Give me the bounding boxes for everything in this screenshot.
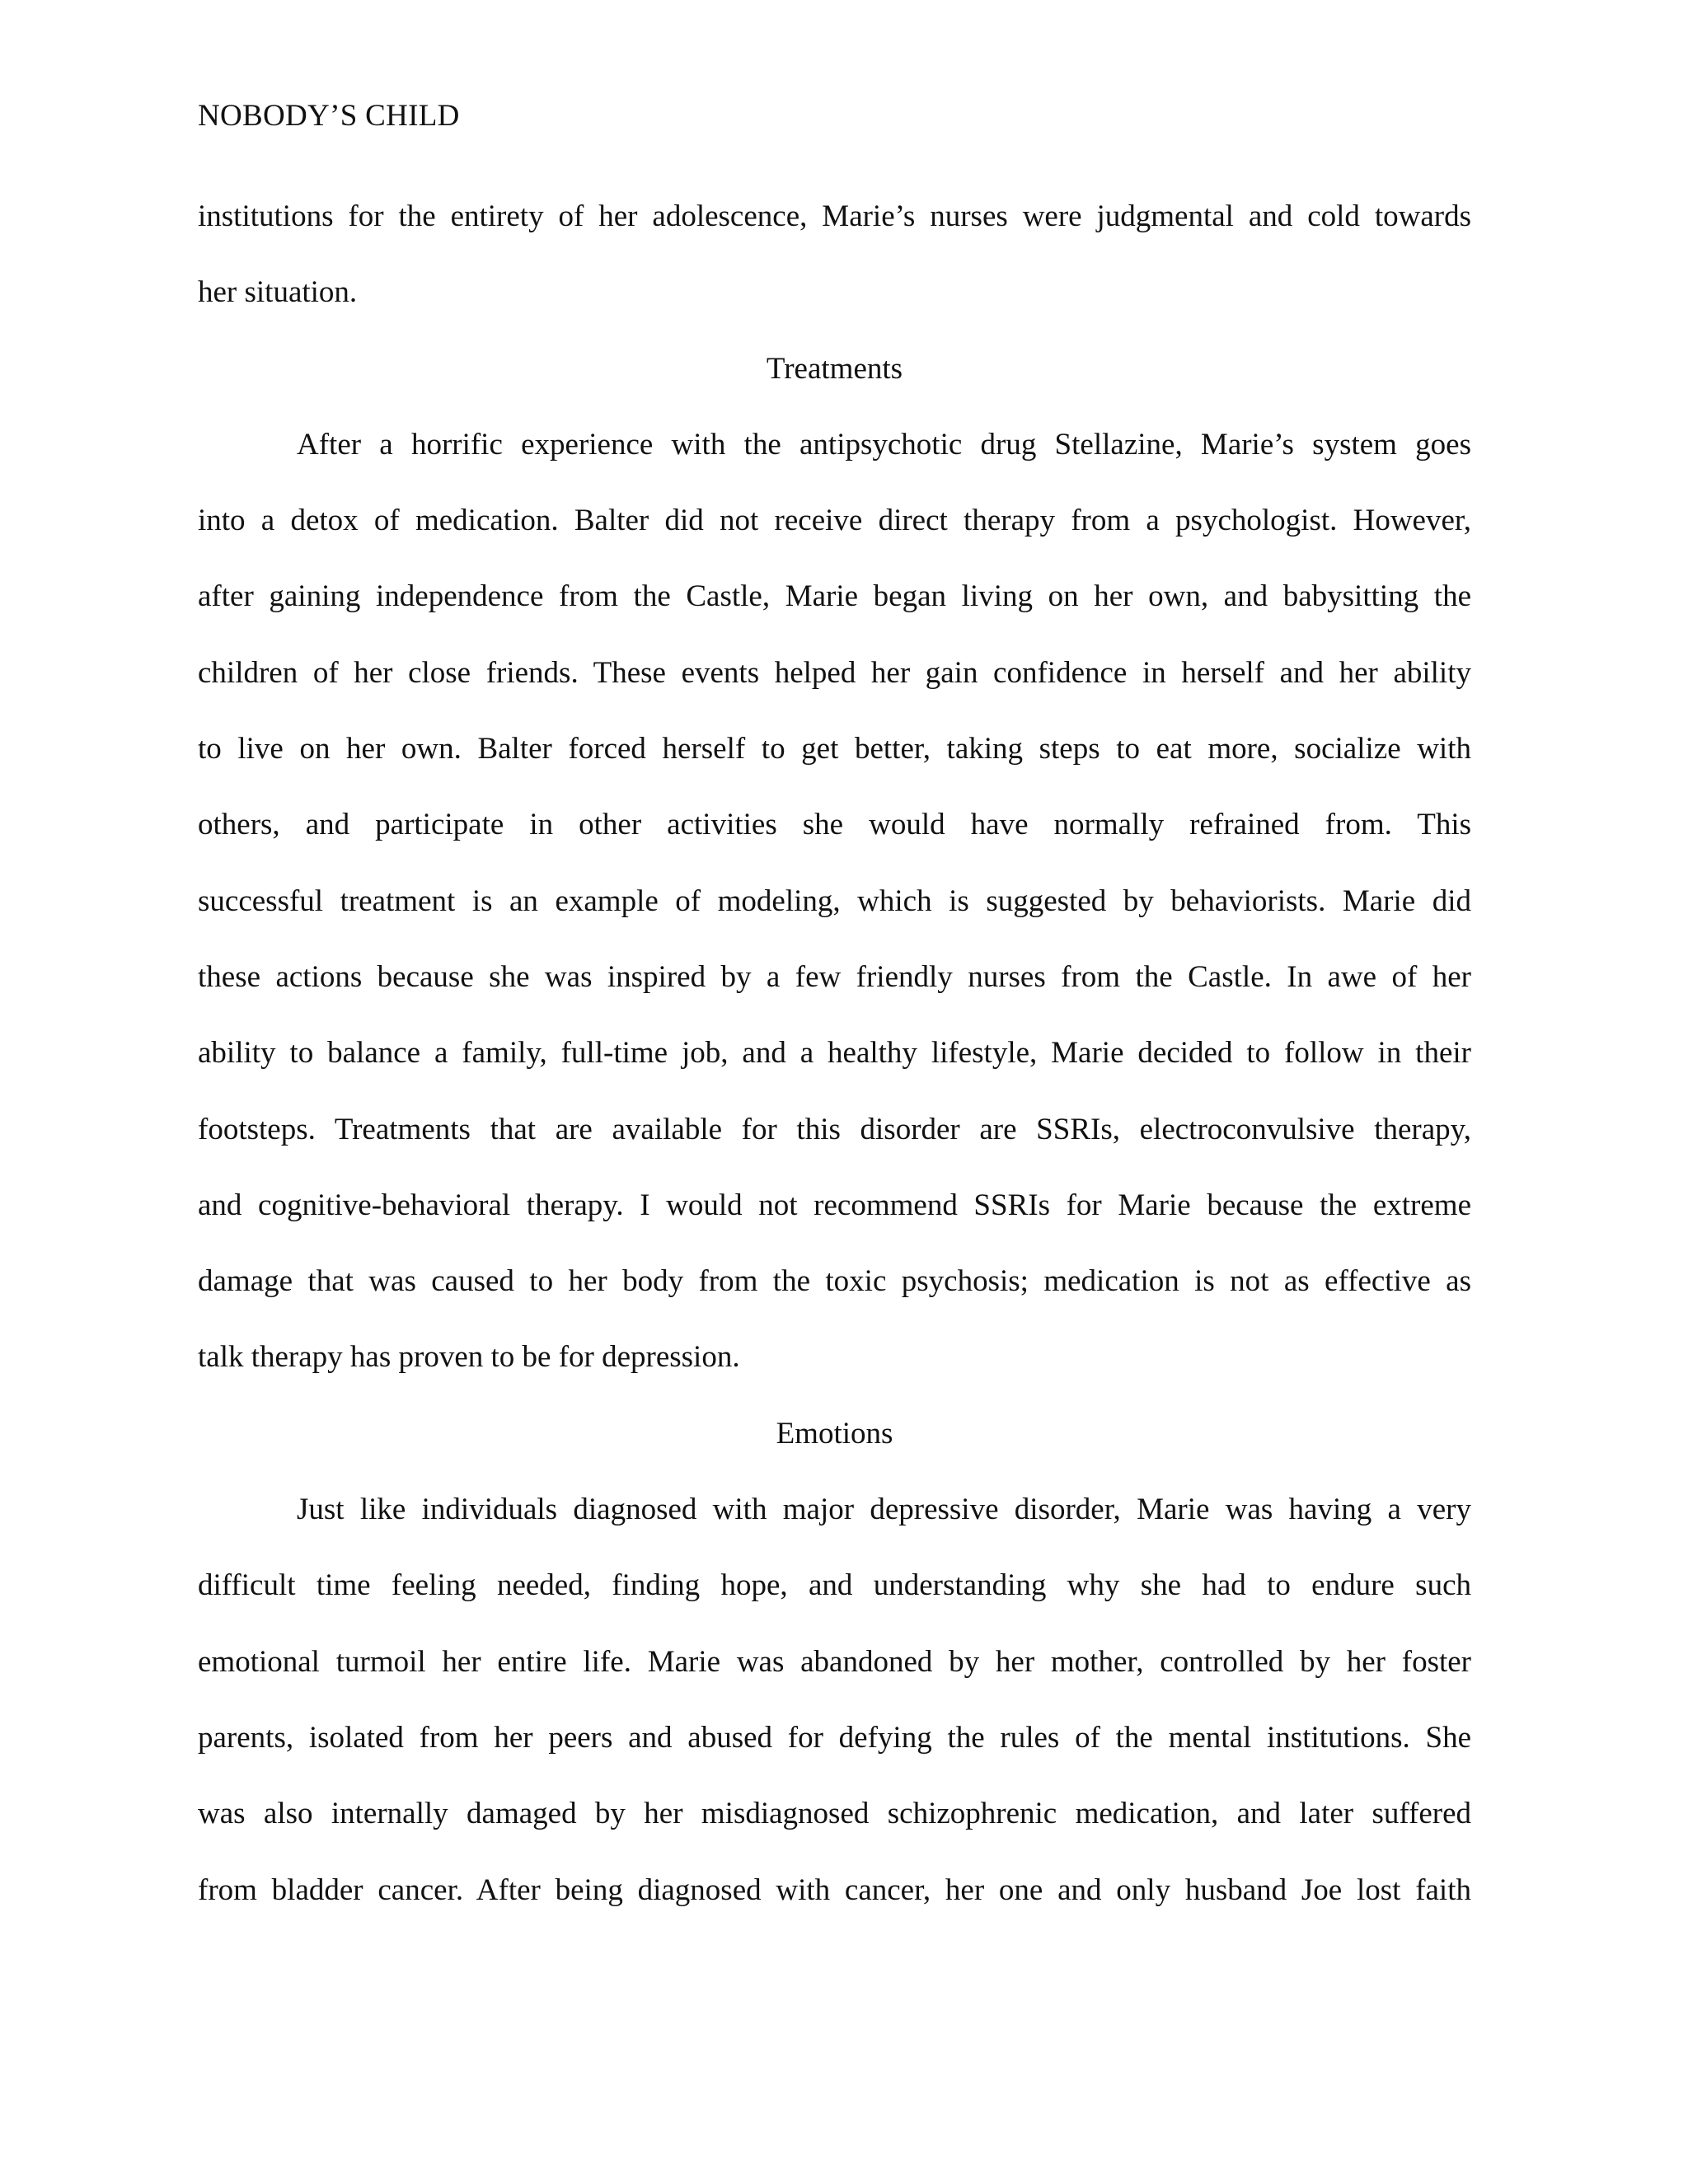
text-line: footsteps. Treatments that are available for this disorder are SSRIs, electroconvulsive therapy, xyxy=(198,1112,1471,1146)
text-line: from bladder cancer. After being diagnosed with cancer, her one and only husband Joe lost faith xyxy=(198,1872,1471,1907)
text-line: difficult time feeling needed, finding hope, and understanding why she had to endure such xyxy=(198,1568,1471,1603)
paragraph xyxy=(198,1491,1471,1947)
text-line: was also internally damaged by her misdiagnosed schizophrenic medication, and later suffered xyxy=(198,1797,1471,1831)
text-line: and cognitive-behavioral therapy. I would not recommend SSRIs for Marie because the extreme xyxy=(198,1188,1471,1222)
text-line: talk therapy has proven to be for depression. xyxy=(198,1340,740,1375)
text-line: successful treatment is an example of modeling, which is suggested by behaviorists. Marie did xyxy=(198,883,1471,918)
text-line: into a detox of medication. Balter did not receive direct therapy from a psychologist. However, xyxy=(198,504,1471,538)
text-line: children of her close friends. These events helped her gain confidence in herself and her ability xyxy=(198,655,1471,690)
text-line: Just like individuals diagnosed with major depressive disorder, Marie was having a very xyxy=(297,1493,1471,1527)
running-head: NOBODY’S CHILD xyxy=(198,99,460,133)
text-line: emotional turmoil her entire life. Marie was abandoned by her mother, controlled by her foster xyxy=(198,1644,1471,1679)
text-line: after gaining independence from the Castle, Marie began living on her own, and babysitting the xyxy=(198,579,1471,614)
text-line: After a horrific experience with the antipsychotic drug Stellazine, Marie’s system goes xyxy=(297,427,1471,462)
text-line: to live on her own. Balter forced herself to get better, taking steps to eat more, socialize with xyxy=(198,732,1471,766)
text-line: damage that was caused to her body from the toxic psychosis; medication is not as effective as xyxy=(198,1264,1471,1299)
paragraph xyxy=(198,426,1471,1415)
text-line: ability to balance a family, full-time job, and a healthy lifestyle, Marie decided to follow in their xyxy=(198,1036,1471,1071)
document-body xyxy=(198,198,1471,1947)
text-line: these actions because she was inspired by a few friendly nurses from the Castle. In awe of her xyxy=(198,959,1471,994)
text-line: others, and participate in other activities she would have normally refrained from. This xyxy=(198,808,1471,842)
text-line: parents, isolated from her peers and abused for defying the rules of the mental institutions. She xyxy=(198,1720,1471,1755)
text-line: her situation. xyxy=(198,275,358,310)
section-heading: Treatments xyxy=(766,351,903,386)
section-heading: Emotions xyxy=(776,1416,893,1451)
text-line: institutions for the entirety of her adolescence, Marie’s nurses were judgmental and cold towards xyxy=(198,199,1471,233)
paragraph xyxy=(198,198,1471,350)
